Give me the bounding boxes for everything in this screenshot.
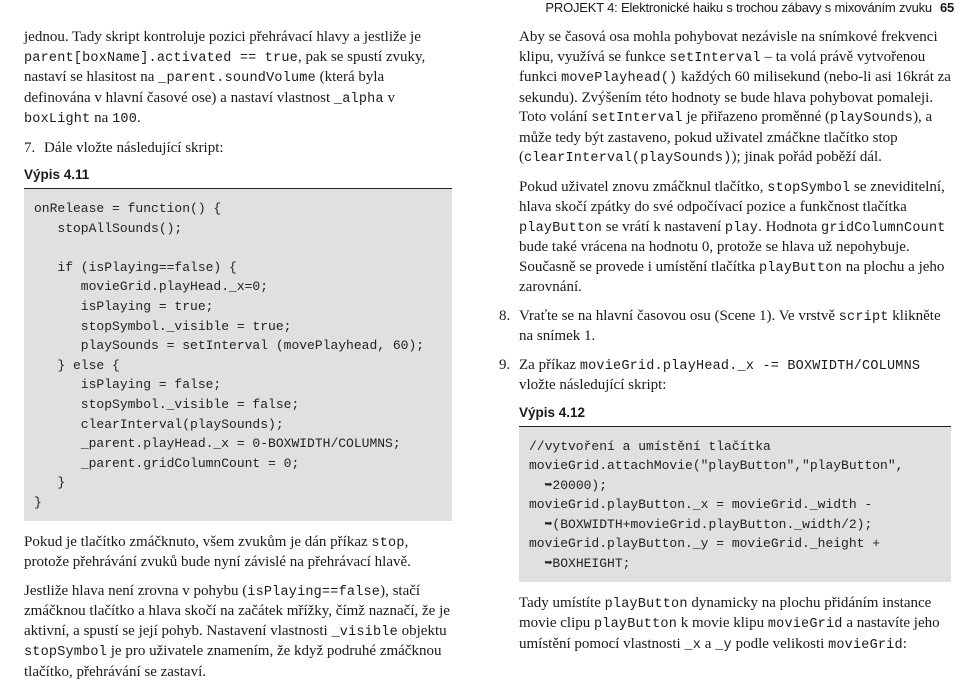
- inline-code: movieGrid.playHead._x -= BOXWIDTH/COLUMNS: [579, 358, 921, 374]
- code-line: movieGrid.playButton._y = movieGrid._height +: [529, 536, 881, 552]
- code-line: isPlaying = false;: [34, 377, 222, 393]
- running-header: [545, 0, 954, 18]
- code-line: ➥BOXHEIGHT;: [529, 556, 631, 572]
- inline-code: _parent.soundVolume: [158, 71, 316, 86]
- inline-code: boxLight: [24, 112, 91, 127]
- inline-code: playButton: [604, 596, 688, 612]
- text-run: , pak se spustí zvuky, nastaví se hlasitost na: [24, 48, 426, 85]
- code-line: onRelease = function() {: [34, 201, 222, 216]
- text-run: Pokud uživatel znovu zmáčknul tlačítko,: [519, 178, 768, 195]
- code-line: }: [34, 494, 42, 510]
- code-line: ➥(BOXWIDTH+movieGrid.playButton._width/2);: [529, 516, 873, 532]
- step-number: 8.: [499, 307, 511, 324]
- inline-code: playButton: [594, 617, 678, 633]
- text-run: ), a může tedy být zastaveno, pokud uživatel zmáčkne tlačítko stop (: [519, 109, 933, 165]
- code-line: stopSymbol._visible = false;: [34, 396, 300, 412]
- code-line: } else {: [34, 357, 120, 373]
- right-column: [499, 28, 951, 664]
- right-paragraph-3: [519, 594, 951, 656]
- inline-code: parent[boxName].activated == true: [24, 50, 298, 66]
- step-number: 9.: [499, 356, 511, 373]
- step-7: [24, 139, 452, 159]
- code-line: movieGrid.playButton._x = movieGrid._width -: [529, 497, 873, 513]
- inline-code: 100: [112, 112, 137, 127]
- inline-code: stopSymbol: [24, 645, 108, 660]
- page-number: 65: [939, 0, 954, 15]
- text-run: objektu: [397, 622, 447, 639]
- code-line: _parent.playHead._x = 0-BOXWIDTH/COLUMNS;: [34, 436, 401, 452]
- text-run: Aby se časová osa mohla pohybovat nezávisle na snímkové frekvenci klipu, využívá se funkce: [519, 29, 938, 65]
- code-line: }: [34, 475, 66, 491]
- inline-code: stop: [371, 535, 405, 551]
- code-line: if (isPlaying==false) {: [34, 259, 237, 275]
- left-paragraph-1: [24, 28, 452, 130]
- running-title: PROJEKT 4: Elektronické haiku s trochou zábavy s mixováním zvuku: [545, 0, 932, 15]
- inline-code: setInterval: [591, 111, 683, 126]
- step-text: [519, 308, 941, 345]
- text-run: k movie klipu: [677, 615, 768, 632]
- code-listing: [519, 427, 951, 582]
- text-run: klikněte na snímek 1.: [519, 307, 941, 344]
- text-run: je přiřazeno proměnné (: [682, 109, 831, 125]
- inline-code: playSounds: [830, 111, 914, 126]
- step-text: [519, 357, 920, 394]
- inline-code: _alpha: [333, 91, 384, 107]
- text-run: se vrátí k nastavení: [602, 218, 725, 235]
- left-column: [24, 28, 452, 691]
- left-paragraph-3: [24, 582, 452, 683]
- inline-code: clearInterval(playSounds): [524, 151, 732, 166]
- text-run: . Hodnota: [758, 218, 822, 235]
- inline-code: _x: [684, 637, 702, 653]
- code-line: playSounds = setInterval (movePlayhead, 60);: [34, 338, 425, 354]
- text-run: .: [137, 110, 141, 126]
- text-run: je pro uživatele znamením, že když podruhé zmáčknou tlačítko, přehrávání se zastaví.: [24, 643, 442, 680]
- text-run: se zneviditelní, hlava skočí zpátky do své odpočívací pozice a funkčnost tlačítka: [519, 178, 945, 215]
- code-line: //vytvoření a umístění tlačítka: [529, 438, 771, 454]
- code-listing: [24, 189, 452, 521]
- code-line: movieGrid.playHead._x=0;: [34, 279, 269, 295]
- text-run: dynamicky na plochu přidáním instance movie clipu: [519, 594, 932, 632]
- inline-code: _y: [715, 637, 732, 653]
- step-8: [499, 307, 951, 347]
- text-run: Tady umístíte: [519, 594, 605, 611]
- inline-code: gridColumnCount: [821, 220, 946, 236]
- listing-title: Výpis 4.11: [24, 167, 452, 189]
- inline-code: isPlaying==false: [247, 584, 381, 600]
- inline-code: movePlayhead(): [561, 71, 678, 86]
- inline-code: script: [838, 309, 889, 325]
- listing-block: [499, 405, 951, 656]
- text-run: , protože přehrávání zvuků bude nyní závislé na přehrávací hlavě.: [24, 533, 411, 570]
- text-run: a: [701, 635, 716, 652]
- right-paragraph-1: [519, 28, 951, 169]
- text-run: v: [383, 89, 395, 106]
- code-line: _parent.gridColumnCount = 0;: [34, 455, 300, 471]
- text-run: podle velikosti: [731, 635, 829, 652]
- text-run: (která byla definována v hlavní časové ose) a nastaví vlastnost: [24, 69, 385, 106]
- left-paragraph-2: [24, 533, 452, 573]
- text-run: na: [90, 110, 113, 126]
- text-run: ); jinak pořád poběží dál.: [731, 149, 882, 165]
- text-run: a nastavíte jeho umístění pomocí vlastnosti: [519, 615, 940, 652]
- inline-code: movieGrid: [767, 617, 843, 633]
- code-line: movieGrid.attachMovie("playButton","playButton",: [529, 458, 904, 474]
- text-run: ), stačí zmáčknou tlačítko a hlava skočí na začátek mřížky, čímž naznačí, že je aktivní, a spustí se její pohyb. Nastavení vlastnosti: [24, 582, 450, 639]
- right-paragraph-2: [519, 178, 951, 298]
- text-run: na plochu a jeho zarovnání.: [519, 258, 945, 295]
- inline-code: _visible: [331, 624, 398, 640]
- text-run: vložte následující skript:: [519, 377, 667, 393]
- text-run: Za příkaz: [519, 356, 580, 373]
- text-run: – ta volá právě vytvořenou funkci: [519, 48, 926, 85]
- text-run: Vraťte se na hlavní časovou osu (Scene 1). Ve vrstvě: [519, 307, 839, 324]
- text-run: :: [902, 635, 907, 652]
- inline-code: playButton: [758, 260, 842, 276]
- code-line: stopSymbol._visible = true;: [34, 318, 292, 334]
- code-line: ➥20000);: [529, 477, 608, 493]
- inline-code: playButton: [519, 220, 603, 236]
- step-text: Dále vložte následující skript:: [44, 139, 224, 156]
- inline-code: setInterval: [669, 50, 761, 66]
- text-run: každých 60 milisekund (nebo-li asi 16krát za sekundu). Zvýšením této hodnoty se bude hlava pohybovat pomaleji. Toto volání: [519, 69, 951, 125]
- code-line: isPlaying = true;: [34, 298, 214, 314]
- inline-code: play: [724, 220, 759, 236]
- step-9: [499, 356, 951, 396]
- inline-code: stopSymbol: [767, 180, 851, 196]
- code-line: stopAllSounds();: [34, 220, 183, 236]
- text-run: bude také vrácena na hodnotu 0, protože se hlava už nepohybuje. Současně se provede i umístění tlačítka: [519, 239, 910, 275]
- text-run: Pokud je tlačítko zmáčknuto, všem zvukům je dán příkaz: [24, 533, 372, 550]
- code-line: clearInterval(playSounds);: [34, 416, 284, 432]
- code-line: [34, 238, 442, 258]
- text-run: Jestliže hlava není zrovna v pohybu (: [24, 582, 248, 599]
- text-run: jednou. Tady skript kontroluje pozici přehrávací hlavy a jestliže je: [24, 29, 421, 45]
- listing-title: Výpis 4.12: [519, 405, 951, 427]
- inline-code: movieGrid: [828, 637, 903, 653]
- step-number: 7.: [24, 139, 36, 156]
